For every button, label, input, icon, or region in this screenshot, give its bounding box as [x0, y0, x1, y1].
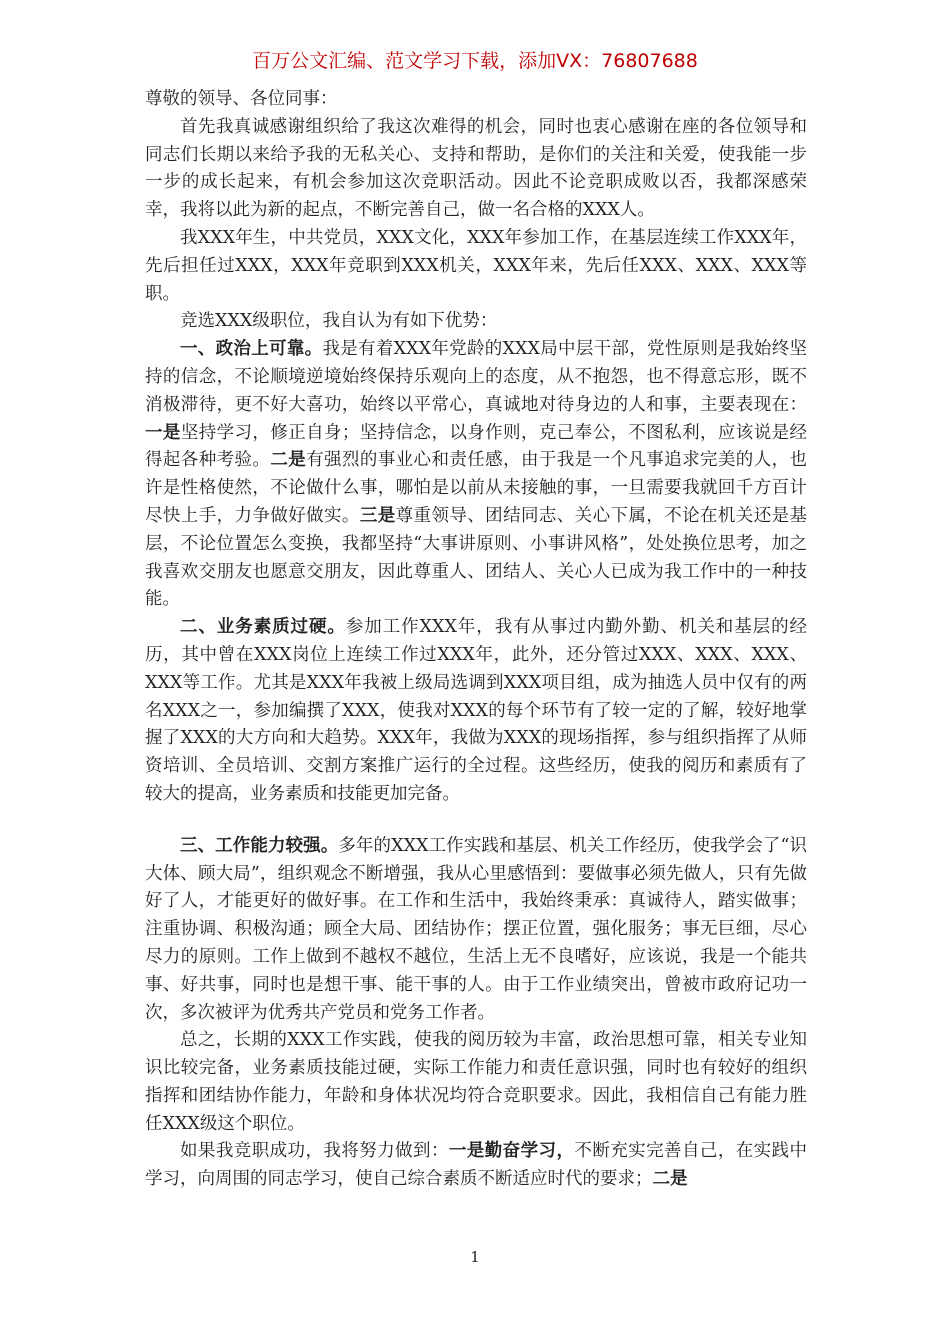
commitments-text-a: 如果我竞职成功，我将努力做到： — [180, 1141, 449, 1162]
section-ability-title: 三、工作能力较强。 — [180, 835, 339, 856]
section-professional-text: 参加工作XXX年，我有从事过内勤外勤、机关和基层的经历，其中曾在XXX岗位上连续工作过XXX年，此外，还分管过XXX、XXX、XXX、XXX等工作。尤其是XXX年我被上级局选调到XXX项目组，成为抽选人员中仅有的两名XXX之一，参加编撰了XXX，使我对XXX的每个环节有了较一定的了解，较好地掌握了XXX的大方向和大趋势。XXX年，我做为XXX的现场指挥，参与组织指挥了从师资培训、全员培训、交割方案推广运行的全过程。这些经历，使我的阅历和素质有了较大的提高，业务素质和技能更加完备。 — [145, 617, 808, 804]
keyword-first: 一是 — [145, 422, 181, 443]
paragraph-advantages-intro: 竞选XXX级职位，我自认为有如下优势： — [180, 311, 498, 332]
section-political-text-b: 坚持学习，修正自身；坚持信念，以身作则，克己奉公，不图私利，应该说是经得起各种考验。 — [145, 422, 808, 471]
section-ability — [145, 833, 807, 1028]
keyword-study: 一是勤奋学习， — [448, 1141, 575, 1162]
paragraph-background: 我XXX年生，中共党员，XXX文化，XXX年参加工作，在基层连续工作XXX年，先后担任过XXX，XXX年竞职到XXX机关，XXX年来，先后任XXX、XXX、XXX等职。 — [145, 227, 807, 304]
paragraph-commitments — [145, 1138, 807, 1194]
section-political-text-a: 我是有着XXX年党龄的XXX局中层干部，党性原则是我始终坚持的信念，不论顺境逆境始终保持乐观向上的态度，从不抱怨，也不得意忘形，既不消极滞待，更不好大喜功，始终以平常心，真诚地对待身边的人和事，主要表现在： — [145, 339, 807, 415]
keyword-third: 三是 — [359, 505, 396, 526]
commitments-text-b: 不断充实完善自己，在实践中学习，向周围的同志学习，使自己综合素质不断适应时代的要求； — [145, 1141, 808, 1190]
keyword-second: 二是 — [270, 450, 307, 471]
keyword-second-commitment: 二是 — [652, 1169, 688, 1190]
salutation: 尊敬的领导、各位同事： — [145, 89, 338, 109]
paragraph-thanks: 首先我真诚感谢组织给了我这次难得的机会，同时也衷心感谢在座的各位领导和同志们长期以来给予我的无私关心、支持和帮助，是你们的关注和关爱，使我能一步一步的成长起来，有机会参加这次竞职活动。因此不论竞职成败以否，我都深感荣幸，我将以此为新的起点，不断完善自己，做一名合格的XXX人。 — [145, 116, 807, 221]
section-political-text-d: 尊重领导、团结同志、关心下属，不论在机关还是基层，不论位置怎么变换，我都坚持“大事讲原则、小事讲风格”，处处换位思考，加之我喜欢交朋友也愿意交朋友，因此尊重人、团结人、关心人已成为我工作中的一种技能。 — [145, 505, 808, 610]
document-body — [145, 86, 807, 1194]
download-banner: 百万公文汇编、范文学习下载，添加VX：76807688 — [252, 50, 698, 72]
section-political — [145, 336, 807, 614]
section-ability-text: 多年的XXX工作实践和基层、机关工作经历，使我学会了“识大体、顾大局”，组织观念不断增强，我从心里感悟到：要做事必须先做人，只有先做好了人，才能更好的做好事。在工作和生活中，我始终秉承：真诚待人，踏实做事；注重协调、积极沟通；顾全大局、团结协作；摆正位置，强化服务；事无巨细，尽心尽力的原则。工作上做到不越权不越位，生活上无不良嗜好，应该说，我是一个能共事、好共事，同时也是想干事、能干事的人。由于工作业绩突出，曾被市政府记功一次，多次被评为优秀共产党员和党务工作者。 — [145, 835, 807, 1023]
section-professional-title: 二、业务素质过硬。 — [180, 617, 346, 638]
paragraph-gap — [145, 809, 807, 833]
section-political-text-c: 有强烈的事业心和责任感，由于我是一个凡事追求完美的人，也许是性格使然，不论做什么事，哪怕是以前从未接触的事，一旦需要我就回千方百计尽快上手，力争做好做实。 — [145, 450, 808, 526]
paragraph-summary: 总之，长期的XXX工作实践，使我的阅历较为丰富，政治思想可靠，相关专业知识比较完备，业务素质技能过硬，实际工作能力和责任意识强，同时也有较好的组织指挥和团结协作能力，年龄和身体状况均符合竞职要求。因此，我相信自己有能力胜任XXX级这个职位。 — [145, 1030, 807, 1134]
section-professional — [145, 614, 807, 809]
section-political-title: 一、政治上可靠。 — [180, 339, 323, 360]
page-number: 1 — [470, 1248, 480, 1266]
